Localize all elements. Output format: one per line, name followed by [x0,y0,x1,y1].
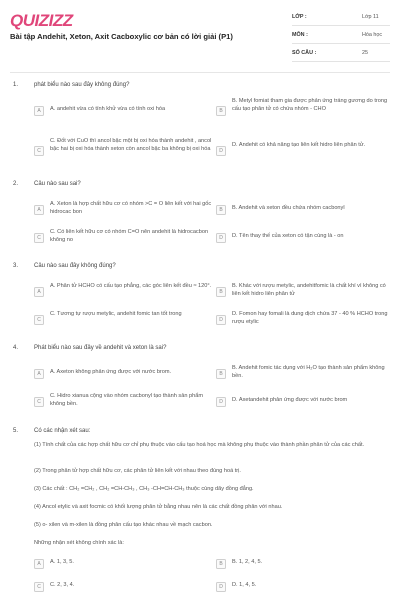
meta-key: MÔN : [292,31,308,38]
meta-value: Hóa học [362,31,383,38]
question-number: 4. [13,345,19,351]
option-text: A. andehit vừa có tính khử vừa có tính oxi hóa [50,106,166,112]
option-text: D. Andehit có khả năng tạo liên kết hidro liên phân tử. [232,142,366,148]
question-number: 5. [13,428,19,434]
option-text: B. Khác với rượu metylic, andehitfomic là chất khí vì không có liên kết hidro liên phân tử [232,283,386,297]
option-text: D. Axetandehit phản ứng được với nước brom [232,397,348,403]
option-letter: B [216,369,226,379]
meta-row-subject [292,26,390,44]
option-text: D. 1, 4, 5. [232,582,257,588]
header-divider [10,72,390,73]
option-text: A. 1, 3, 5. [50,559,74,565]
statement-3: (3) Các chất : CH₂ =CH₂ , CH₂ =CH-CH₃ , CH₃ -CH=CH-CH₃ thuộc cùng dãy đồng đẳng. [34,486,254,492]
option-letter: C [34,315,44,325]
option-letter: A [34,559,44,569]
option-letter: B [216,205,226,215]
option-letter: A [34,369,44,379]
option-text: C. Đốt với CuO thì ancol bậc một bị oxi hóa thành andehit , ancol bậc hai bị oxi hóa thành xeton còn ancol bậc ba không bị oxi hóa [50,138,212,152]
question-text: Câu nào sau sai? [34,181,81,187]
option-text: C. Có liên kết hữu cơ có nhóm C=O nên andehit là hidrocacbon không no [50,229,209,243]
option-text: C. 2, 3, 4. [50,582,75,588]
option-text: D. Tên thay thế của xeton có tận cùng là - on [232,233,344,239]
document-title: Bài tập Andehit, Xeton, Axit Cacboxylic cơ bản có lời giải (P1) [10,32,233,41]
document-header [0,0,400,70]
meta-key: LỚP : [292,13,307,20]
statement-4: (4) Ancol etylic và axit focmic có khối lượng phân tử bằng nhau nên là các chất đồng phân với nhau. [34,504,283,510]
option-text: A. Axeton không phản ứng được với nước brom. [50,369,172,375]
option-letter: A [34,287,44,297]
option-letter: C [34,397,44,407]
option-letter: C [34,233,44,243]
meta-row-count [292,44,390,62]
statement-2: (2) Trong phân tử hợp chất hữu cơ, các phân tử liên kết với nhau theo đúng hoá trị. [34,468,241,474]
option-text: C. Hidro xianua cộng vào nhóm cacbonyl tạo thành sản phẩm không bền. [50,393,203,407]
meta-table [292,8,390,62]
meta-key: SỐ CÂU : [292,49,317,56]
question-prompt: Những nhận xét không chính xác là: [34,540,124,546]
option-text: C. Tương tự rượu metylic, andehit fomic tan tốt trong [50,311,182,317]
meta-value: 25 [362,49,368,56]
meta-value: Lớp 11 [362,13,379,20]
option-text: B. 1, 2, 4, 5. [232,559,263,565]
question-text: Có các nhận xét sau: [34,428,91,434]
question-number: 2. [13,181,19,187]
question-text: Phát biểu nào sau đây về andehit và xeton là sai? [34,345,167,351]
quizizz-logo: QUIZIZZ [10,11,73,30]
option-letter: A [34,106,44,116]
option-text: B. Andehit và xeton đều chứa nhóm cacbonyl [232,205,345,211]
option-letter: D [216,582,226,592]
option-text: A. Xeton là hợp chất hữu cơ có nhóm >C = O liên kết với hai gốc hidrocac bon [50,201,212,215]
option-letter: A [34,205,44,215]
option-letter: B [216,287,226,297]
meta-row-class [292,8,390,26]
option-letter: C [34,146,44,156]
option-letter: D [216,315,226,325]
option-letter: D [216,397,226,407]
option-text: B. Metyl fomiat tham gia được phản ứng tráng gương do trong cấu tạo phân tử có chứa nhóm - CHO [232,98,388,112]
option-letter: D [216,146,226,156]
option-letter: B [216,559,226,569]
option-text: B. Andehit fomic tác dụng với H₂O tạo thành sản phẩm không bền. [232,365,385,379]
question-text: Câu nào sau đây không đúng? [34,263,116,269]
option-letter: C [34,582,44,592]
option-text: A. Phân tử HCHO có cấu tạo phẳng, các góc liên kết đều ≈ 120°. [50,283,212,289]
statement-5: (5) o- xilen và m-xilen là đồng phân cấu tạo khác nhau về mạch cacbon. [34,522,213,528]
option-letter: B [216,106,226,116]
option-text: D. Fomon hay fomali là dung dịch chứa 37 - 40 % HCHO trong rượu etylic [232,311,388,325]
option-letter: D [216,233,226,243]
statement-1: (1) Tính chất của các hợp chất hữu cơ chỉ phụ thuộc vào cấu tạo hoá học mà không phụ thuộc vào thành phần phân tử của các chất. [34,442,365,448]
question-number: 3. [13,263,19,269]
question-number: 1. [13,82,19,88]
question-text: phát biểu nào sau đây không đúng? [34,82,130,88]
